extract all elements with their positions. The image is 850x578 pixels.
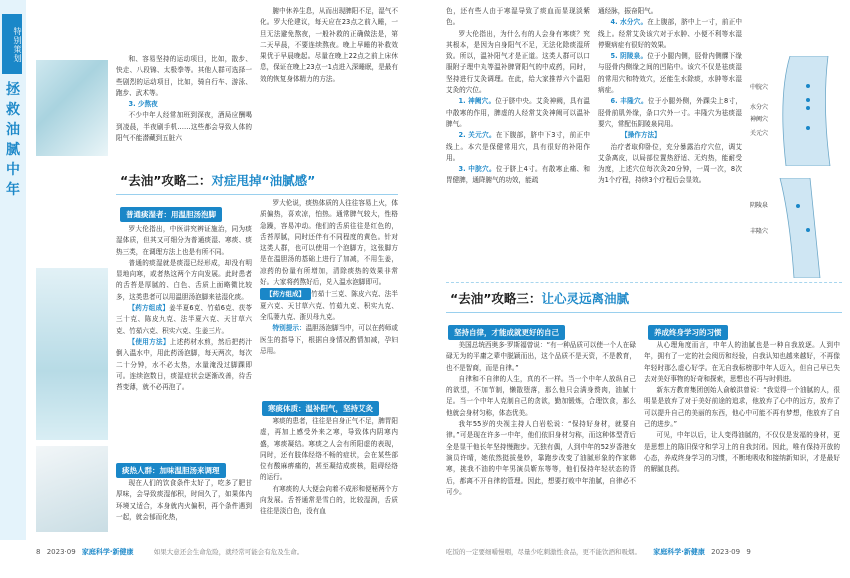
page-number-left: 8 — [36, 548, 41, 556]
issue-right: 2023·09 — [711, 548, 741, 556]
abdomen-figure — [750, 56, 838, 166]
left-col1-top: 和、容易坚持的运动项目，比如，散步、快走、八段锦、太极拳等。其他人群可选择一些剧烈的运动项目，比如，骑自行车、游泳、跑步、武术等。 3. 少熬夜 不少中年人经常加班到深夜，酒局应酬喝到凌晨，半夜刷手机……这些都会导致人体的阳气不能潜藏到五脏六 — [116, 55, 252, 143]
page-number-right: 9 — [746, 548, 751, 556]
issue-left: 2023·09 — [46, 548, 76, 556]
left-col2-cold: 寒痰的患者，往往是自身正气不足，脾胃阳虚，再加上感受外来之寒，导致体内阴寒内盛，寒痰凝结。寒痰之人会有所阳虚的表现，同时，还有肢体经络不畅的症状，会在某些部位有酸麻痹痛的，甚至凝结成痰核，阻碍经络的运行。 有寒痰的人大便会向着不成形和便秘两个方向发展。舌苔通常是雪白的，比较湿润，舌质往往是淡白色，没有血 — [260, 417, 398, 516]
vertical-title-char: 救 — [6, 102, 20, 118]
fig-label-shuifen: 水分穴 — [750, 104, 769, 111]
tag-rich: 养成终身学习的习惯 — [648, 320, 728, 340]
vertical-title-char: 年 — [6, 182, 20, 198]
section3-divider — [446, 282, 842, 283]
tag-common: 普通痰湿者：用温胆汤泡脚 — [120, 202, 222, 222]
vertical-title-char: 拯 — [6, 82, 20, 98]
fig-label-shenque: 神阙穴 — [750, 116, 769, 123]
magazine-right: 家庭科学·新健康 — [653, 548, 705, 556]
right-footer — [446, 547, 842, 557]
sub3-label: 3. 少熬夜 — [128, 100, 158, 109]
left-col1-hot: 现在人们的饮食条件太好了，吃多了肥甘厚味，会导致痰湿郁积，时间久了，如果体内环境又适合，本身就内火偏积，再个条件遇到一起，就会郁而化热， — [116, 479, 252, 521]
fig-label-zhongwan: 中脘穴 — [750, 84, 769, 91]
section3-title: “去油”攻略三：让心灵远离油腻 — [450, 291, 629, 306]
magazine-left: 家庭科学·新健康 — [81, 548, 134, 556]
right-col2-top: 通经脉，振奋阳气。 4. 水分穴。在上腹部，脐中上一寸，前正中线上。经常艾灸该穴对于水肿、小便不利等水湿停聚病症有很好的效果。 5. 阴陵泉。位于小腿内侧，胫骨内侧髁下缘与胫骨内侧缘之间的凹陷中。该穴不仅是祛痰湿的常用穴和特效穴，还能生水除痰，水肿等水湿病症。 6. 丰隆穴。位于小腿外侧，外踝尖上8寸，胫骨前肌外缘，条口穴外一寸。丰隆穴为祛痰湿要穴，常配伍阴陵泉同用。 【操作方法】 治疗者取仰卧位，充分暴露治疗穴位，调艾艾条离皮，以局部位置热舒适、无灼热，能耐受为度，上述穴位每次灸20分钟，一周一次，8次为1个疗程，持续3个疗程后会显效。 — [598, 7, 743, 185]
fig-label-fenglong: 丰隆穴 — [750, 228, 769, 235]
right-col1-sec3: 美国总统西奥多·罗斯福曾说：“有一种品质可以使一个人在碌碌无为的平庸之辈中脱颖而出，这个品质不是天资，不是教育，也不是智商，而是自律。” 自律和不自律的人生，真的不一样。当一个中年人放纵自己的欲望，不加节制，懒散堕落，那么他只会满身赘肉，油腻十足。当一个中年人克制自己的贪欲，勤加锻炼，合理饮食，那么他就会身材匀称，体态优美。 我年55岁的央视主持人白岩松说：“保持好身材，就要自律。”可是现在许多一中年，他们依旧身材匀称，而这种体型背后全是显干他长年坚持慢跑步。无独有偶，人到中年的52岁香港女演员许晴，她依然挺拔曼妙，靠跑步改变了油腻形象的作家韩寒，挑我不油的中年男演员靳东等等，他们保持年轻状态的背后，都离不开自律的管理。因此，想要打败中年油腻，自律必不可少。 — [446, 341, 636, 496]
left-col2-sec2: 罗大伦说，痰热体质的人往往容易上火，体质偏热，喜欢凉，怕热。通常脾气较大，性格急躁，容易冲动。他们的舌质往往是红色的，舌苔厚腻，同时还伴有不同程度的黄色。针对这类人群，也可以使用一个泡脚方，这张脚方是在温胆汤的基础上进行了加减，不用生姜，凉药的份量有所增加，清除痰热的效果非常好。大家将药熬好后，兑入温水泡脚即可。 【药方组成】 竹茹十三克、陈皮六克、法半夏六克、天甘草六克、竹茹九克、积实九克、全瓜蒌九克、浙贝母九克。 特别提示：温胆汤泡脚当中，可以在药师或医生的指导下，根据自身情况酌情加减，孕妇忌用。 — [260, 199, 399, 355]
fig-label-yinlingquan: 阴陵泉 — [750, 202, 769, 209]
fig-label-guanyuan: 关元穴 — [750, 130, 769, 137]
vertical-title-char: 油 — [6, 122, 20, 138]
section2-header — [116, 168, 398, 195]
vertical-title — [4, 80, 22, 200]
tag-cold-body: 寒痰体质：温补阳气，坚持艾灸 — [262, 396, 379, 416]
footbath-photo — [36, 268, 108, 440]
right-col2-sec3: 从心理角度而言，中年人的油腻也是一种自我放逐。人到中年，拥有了一定的社会阅历和经验，自我认知也越来越好，不再像年轻时那么虚心好学。在无自我标榜那中年人迈入，但自己早已失去对美好事物的好奇和探索，思想也不再与时俱进。 新东方教育集团创始人俞敏洪曾说：“我觉得一个油腻的人，很明显是放弃了对于美好前途的追求，他放弃了心中的远方，放弃了可以提升自己的美丽的东西，他心中可能不再有梦想，他放弃了自己的进步。” 可见，中年以后，让人变得油腻的，不仅仅是发福的身材，更是思想上的陈旧保守和学习上的自我封闭。因此，唯有保持开放的心态，养成终身学习的习惯，不断地吸收和接纳新知识，才是最好的解腻良药。 — [644, 341, 840, 474]
abdomen-illustration — [750, 56, 838, 166]
left-footer — [36, 547, 416, 557]
section2-title: “去油”攻略二：对症甩掉“油腻感” — [120, 173, 316, 188]
special-tag: 特别策划 — [2, 14, 22, 74]
left-col1-sec2: 罗大伦指出，中医讲究辨证施治，同为痰湿体质，但其又可细分为普通痰湿、寒痰、痰热三类，在调理方法上也是有所不同。 普通的痰湿就是痰湿已经形成，却没有明显地向寒，或者热这两个方向发展。此时患者的舌苔是厚腻的、白色、舌质上面略微比较多，这类患者可以用温胆汤泡脚来祛湿化痰。 【药方组成】姜半夏6克、竹茹6克、茯苓三十克、陈皮九克、法半夏六克、天甘草六克、竹茹六克、积实六克、生姜三片。 【使用方法】上述药材水煎，然后把药汁倒入温水中，用此药汤泡脚，每天两次，每次二十分钟，水不必太热，水量淹没过脚踝即可。连续泡数日，痰湿症状会逐渐改善，待舌苔变薄，就不必再泡了。 — [116, 225, 253, 392]
top-photo — [36, 60, 108, 156]
left-col2-top: 腑中休养生息，从而出现脾阳不足，湿气不化。罗大伦建议，每天应在23点之前入睡，一旦无法避免熬夜，一般补救的正确做法是，第二天早晨，不要连续熬夜。晚上早睡的补救效果优于早晨晚起。尽量在晚上22点之前上床休息，保证在晚上23点一1点进入深睡眠，是最有效的恢复身体精力的方法。 — [260, 7, 398, 83]
tag-keep: 坚持自律，才能成就更好的自己 — [448, 320, 565, 340]
tag-hot: 痰热人群：加味温胆汤来调理 — [116, 458, 226, 478]
motto-right: 吃饭的一定要细嚼慢咽，尽量少吃刺激性食品，更不能饮酒和吸烟。 — [446, 548, 641, 556]
right-col1-top: 色，还有些人由于寒湿导致了痰血而显现淡紫色。 罗大伦指出，为什么有的人会身有寒痰？究其根本，是因为自身阳气不足，无法化除痰湿所致。所以，温补阳气才是正道。这类人群可以口服附子理中丸等温补脾肾阳气的中成药，同时，坚持进行艾灸调理。在此，给大家推荐六个温阳艾灸的穴位。 1. 神阙穴。位于脐中央。艾灸神阙，具有温中散寒的作用，脾虚的人经常艾灸神阙可以温补脾气。 2. 关元穴。在下腹部，脐中下3寸，前正中线上。本穴是保健常用穴，具有很好的补阳作用。 3. 中脘穴。位于脐上4寸。有散寒止痛、和胃健脾，通降腑气的功效，能疏 — [446, 7, 591, 185]
writing-photo — [36, 446, 108, 532]
leg-figure — [750, 178, 838, 278]
motto-left: 如果大意还会生命危险，就经常可能会有危及生命。 — [153, 548, 304, 556]
vertical-title-char: 腻 — [6, 142, 20, 158]
section3-header — [446, 286, 842, 313]
vertical-title-char: 中 — [6, 162, 20, 178]
